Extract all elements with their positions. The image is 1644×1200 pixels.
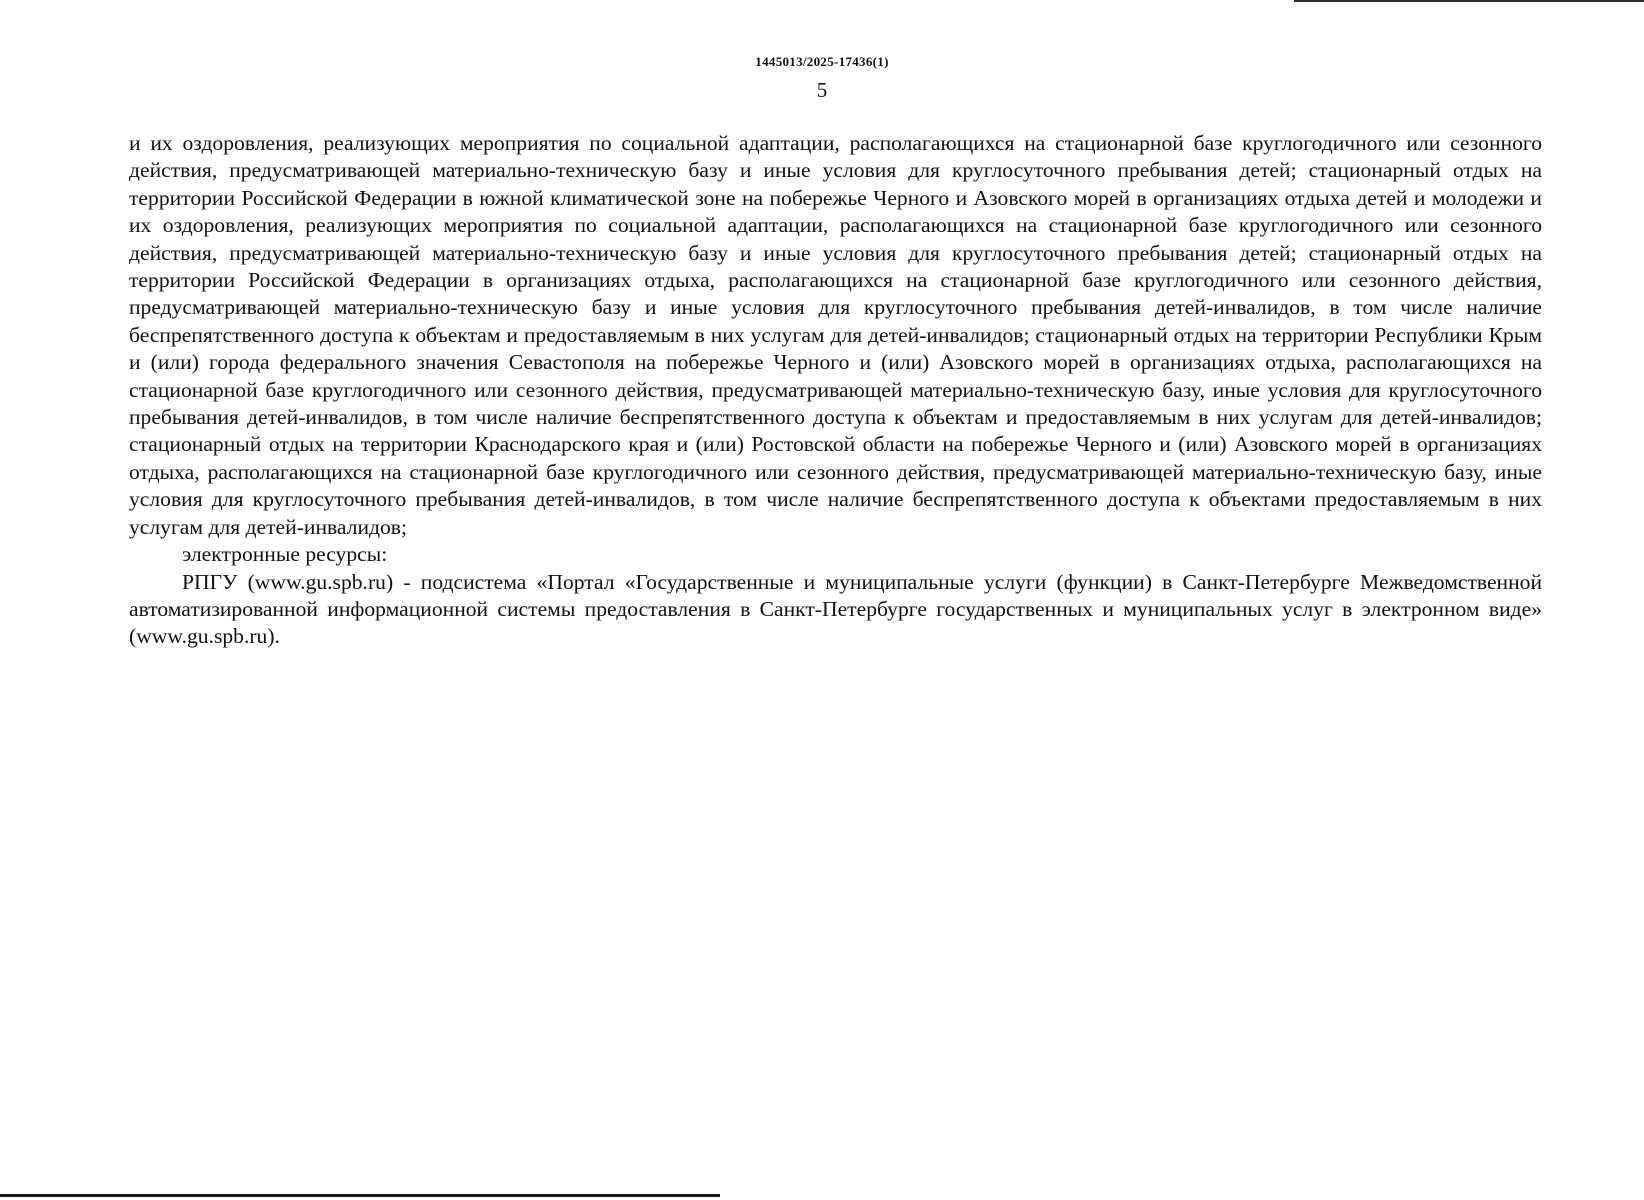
document-registration-number: 1445013/2025-17436(1) xyxy=(755,54,889,69)
top-edge-rule xyxy=(1294,0,1644,2)
paragraph-rpgu-portal: РПГУ (www.gu.spb.ru) - подсистема «Портал «Государственные и муниципальные услуги (функции) в Санкт-Петербурге Межведомственной автоматизированной информационной системы предоставления в Санкт-Петербурге государственных и муниципальных услуг в электронном виде» (www.gu.spb.ru). xyxy=(129,569,1542,649)
document-body xyxy=(129,130,1542,651)
paragraph-recreation-types: и их оздоровления, реализующих мероприятия по социальной адаптации, располагающихся на стационарной базе круглогодичного или сезонного действия, предусматривающей материально-техническую базу и иные условия для круглосуточного пребывания детей; стационарный отдых на территории Российской Федерации в южной климатической зоне на побережье Черного и Азовского морей в организациях отдыха детей и молодежи и их оздоровления, реализующих мероприятия по социальной адаптации, располагающихся на стационарной базе круглогодичного или сезонного действия, предусматривающей материально-техническую базу и иные условия для круглосуточного пребывания детей; стационарный отдых на территории Российской Федерации в организациях отдыха, располагающихся на стационарной базе круглогодичного или сезонного действия, предусматривающей материально-техническую базу и иные условия для круглосуточного пребывания детей-инвалидов, в том числе наличие беспрепятственного доступа к объектам и предоставляемым в них услугам для детей-инвалидов; стационарный отдых на территории Республики Крым и (или) города федерального значения Севастополя на побережье Черного и (или) Азовского морей в организациях отдыха, располагающихся на стационарной базе круглогодичного или сезонного действия, предусматривающей материально-техническую базу, иные условия для круглосуточного пребывания детей-инвалидов, в том числе наличие беспрепятственного доступа к объектам и предоставляемым в них услугам для детей-инвалидов; стационарный отдых на территории Краснодарского края и (или) Ростовской области на побережье Черного и (или) Азовского морей в организациях отдыха, располагающихся на стационарной базе круглогодичного или сезонного действия, предусматривающей материально-техническую базу, иные условия для круглосуточного пребывания детей-инвалидов, в том числе наличие беспрепятственного доступа к объектами предоставляемым в них услугам для детей-инвалидов; xyxy=(129,131,1542,539)
paragraph-electronic-resources-heading: электронные ресурсы: xyxy=(182,542,388,567)
bottom-edge-rule xyxy=(0,1194,720,1197)
page-number: 5 xyxy=(816,78,828,102)
